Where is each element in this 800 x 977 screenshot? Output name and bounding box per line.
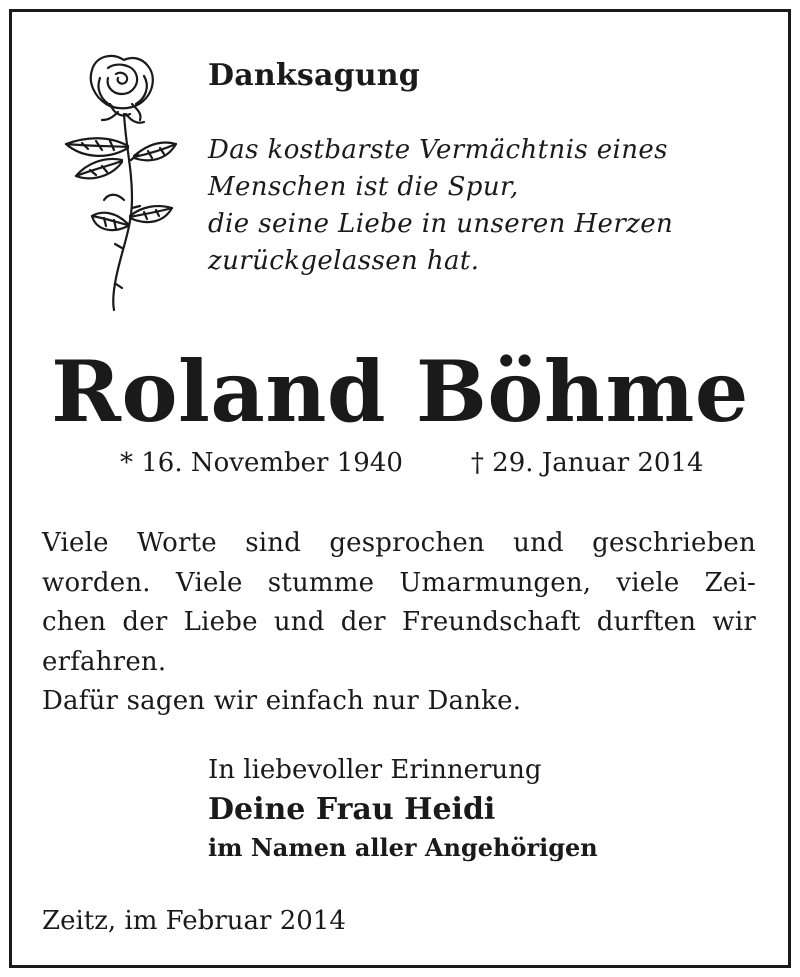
word: stumme: [267, 567, 375, 598]
word: Liebe: [183, 607, 258, 637]
thanks-message: [42, 524, 756, 722]
closing-block: [208, 750, 598, 866]
memorial-quote: [208, 132, 768, 280]
place-date: Zeitz, im Februar 2014: [42, 906, 346, 936]
deceased-name: Roland Böhme: [51, 342, 749, 441]
word: und: [273, 607, 325, 637]
word: sind: [245, 528, 302, 558]
signature: Deine Frau Heidi: [208, 792, 496, 827]
message-line: Dafür sagen wir einfach nur Danke.: [42, 686, 522, 716]
quote-line: Menschen ist die Spur,: [208, 172, 519, 202]
word: wir: [712, 607, 756, 637]
word: der: [340, 607, 386, 637]
rose-icon: [52, 48, 182, 314]
word: worden.: [42, 567, 151, 598]
word: geschrieben: [592, 528, 756, 558]
death-date: † 29. Januar 2014: [470, 448, 704, 478]
closing-intro: In liebevoller Erinnerung: [208, 755, 542, 785]
message-line: [42, 603, 756, 643]
word: gesprochen: [329, 528, 485, 558]
word: chen: [42, 607, 107, 637]
birth-date: * 16. November 1940: [120, 448, 403, 478]
quote-line: Das kostbarste Vermächtnis eines: [208, 135, 668, 165]
word: Viele: [175, 567, 243, 598]
word: Umarmungen,: [399, 567, 592, 598]
message-line: erfahren.: [42, 646, 167, 677]
word: Viele: [42, 528, 109, 558]
word: und: [513, 528, 564, 558]
quote-line: zurückgelassen hat.: [208, 246, 480, 276]
word: Freundschaft: [401, 607, 581, 637]
word: viele: [616, 567, 680, 598]
message-line: [42, 524, 756, 564]
quote-line: die seine Liebe in unseren Herzen: [208, 209, 674, 239]
word: Zei-: [704, 567, 756, 598]
life-dates: [120, 448, 704, 478]
obituary-notice: [9, 9, 791, 968]
signature-subline: im Namen aller Angehörigen: [208, 833, 598, 862]
word: der: [122, 607, 168, 637]
notice-heading: Danksagung: [208, 58, 420, 93]
message-line: [42, 564, 756, 604]
word: Worte: [137, 528, 217, 558]
word: durften: [596, 607, 697, 637]
